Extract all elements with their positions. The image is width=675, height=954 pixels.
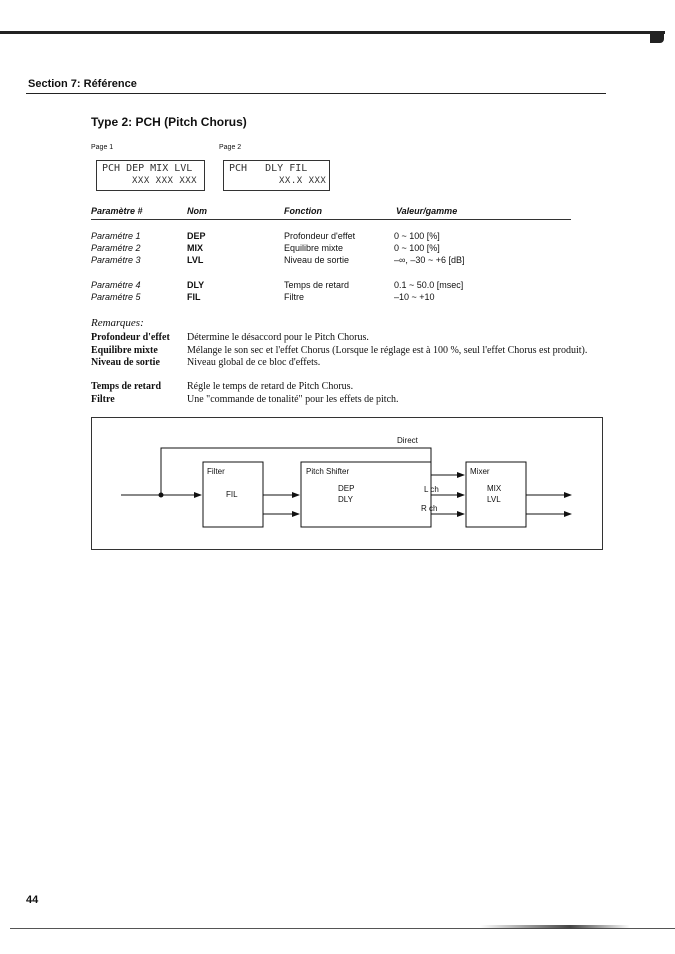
range-cell: –10 ~ +10 [394,292,435,302]
lcd-page1 [96,160,205,191]
remark-term: Profondeur d'effet [91,332,170,343]
function-cell: Filtre [284,292,304,302]
filter-title: Filter [207,467,225,476]
rch-label: R ch [421,504,438,513]
col-header-name: Nom [187,206,207,216]
signal-flow-diagram [91,417,603,550]
lcd-page2 [223,160,330,191]
function-cell: Equilibre mixte [284,243,344,253]
top-rule [0,31,665,34]
remark-term: Temps de retard [91,381,161,392]
range-cell: 0 ~ 100 [%] [394,231,440,241]
table-header-rule [91,219,571,220]
type-title: Type 2: PCH (Pitch Chorus) [91,115,247,129]
remark-definition: Une "commande de tonalité" pour les effets de pitch. [187,394,399,405]
lcd-page2-line2: XX.X XXX [279,176,327,186]
param-cell: Paramétre 1 [91,231,141,241]
shifter-param-dly: DLY [338,495,353,504]
section-rule [26,93,606,94]
col-header-param: Paramètre # [91,206,143,216]
remark-term: Niveau de sortie [91,357,160,368]
col-header-range: Valeur/gamme [396,206,458,216]
col-header-function: Fonction [284,206,322,216]
param-cell: Paramétre 3 [91,255,141,265]
page2-label: Page 2 [219,144,242,151]
name-cell: MIX [187,243,204,253]
name-cell: FIL [187,292,201,302]
param-cell: Paramétre 4 [91,280,141,290]
function-cell: Profondeur d'effet [284,231,356,241]
name-cell: LVL [187,255,204,265]
lcd-page1-line2: XXX XXX XXX [132,176,198,186]
mixer-title: Mixer [470,467,490,476]
lch-label: L ch [424,485,439,494]
name-cell: DLY [187,280,205,290]
shifter-param-dep: DEP [338,484,355,493]
bottom-smudge [480,925,630,929]
function-cell: Niveau de sortie [284,255,350,265]
range-cell: –∞, –30 ~ +6 [dB] [394,255,465,265]
range-cell: 0 ~ 100 [%] [394,243,440,253]
lcd-page1-line1: PCH DEP MIX LVL [102,163,193,174]
function-cell: Temps de retard [284,280,350,290]
direct-label: Direct [397,436,418,445]
remarks-heading: Remarques: [91,317,144,329]
name-cell: DEP [187,231,206,241]
page-number: 44 [26,894,39,906]
mixer-param-lvl: LVL [487,495,501,504]
mixer-param-mix: MIX [487,484,502,493]
page1-label: Page 1 [91,144,114,151]
section-title: Section 7: Référence [28,78,137,90]
remark-definition: Mélange le son sec et l'effet Chorus (Lorsque le réglage est à 100 %, seul l'effet Chorus est produit). [187,345,588,356]
lcd-page2-line1: PCH DLY FIL [229,163,308,174]
shifter-title: Pitch Shifter [306,467,350,476]
filter-param: FIL [226,490,238,499]
param-cell: Paramétre 2 [91,243,141,253]
remark-term: Equilibre mixte [91,345,158,356]
remark-definition: Détermine le désaccord pour le Pitch Chorus. [187,332,369,343]
top-rule-hook [650,31,664,43]
remark-definition: Niveau global de ce bloc d'effets. [187,357,321,368]
param-cell: Paramétre 5 [91,292,141,302]
remark-term: Filtre [91,394,115,405]
remark-definition: Régle le temps de retard de Pitch Chorus. [187,381,354,392]
range-cell: 0.1 ~ 50.0 [msec] [394,280,464,290]
